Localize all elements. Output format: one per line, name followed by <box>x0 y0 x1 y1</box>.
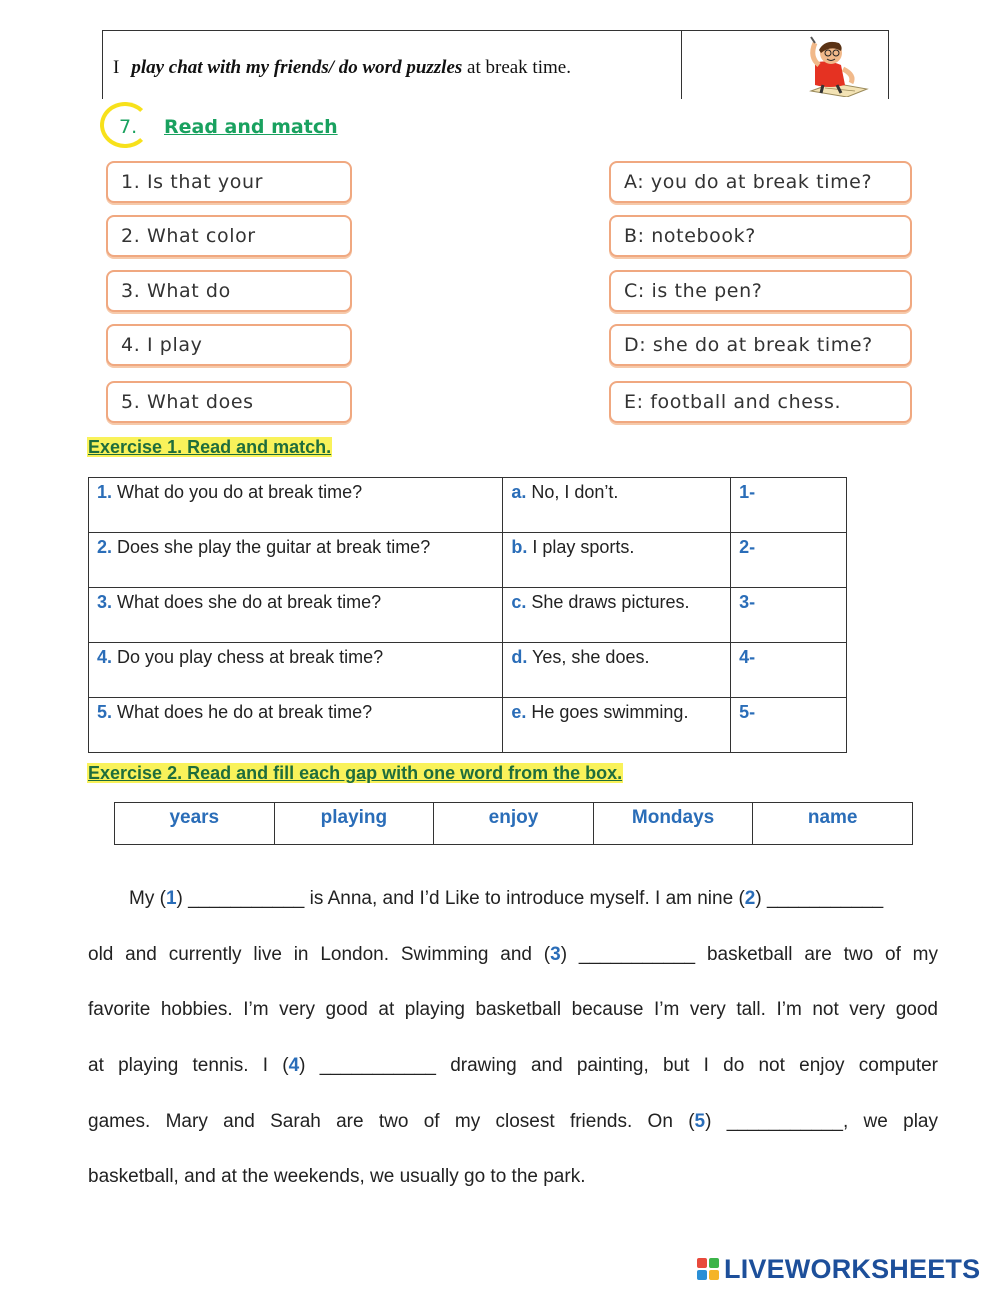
logo-blocks-icon <box>697 1258 719 1280</box>
top-sentence-subject: I <box>113 57 120 78</box>
top-box-divider <box>681 31 682 99</box>
section-title: Read and match <box>164 116 338 138</box>
table-row <box>89 588 847 643</box>
question-text: What does she do at break time? <box>117 592 382 612</box>
match-right-e[interactable]: E: football and chess. <box>609 381 912 423</box>
match-slot[interactable] <box>731 478 847 533</box>
table-row <box>89 643 847 698</box>
gap-2-input[interactable]: ___________ <box>766 888 884 909</box>
liveworksheets-logo <box>697 1252 980 1286</box>
passage-text: at playing tennis. I ( <box>88 1055 289 1076</box>
passage-text: ) <box>560 944 579 965</box>
table-row <box>89 533 847 588</box>
passage-line-6: basketball, and at the weekends, we usually go to the park. <box>88 1166 586 1187</box>
match-left-2[interactable]: 2. What color <box>106 215 352 257</box>
gap-number-5: 5 <box>694 1111 706 1132</box>
answer-cell <box>503 478 731 533</box>
answer-text: I play sports. <box>532 537 635 557</box>
gap-number-4: 4 <box>288 1055 300 1076</box>
passage-text: basketball are two of my <box>695 944 938 965</box>
word-option[interactable]: name <box>753 803 913 845</box>
question-cell <box>89 533 503 588</box>
match-slot[interactable] <box>731 588 847 643</box>
word-box-row <box>115 803 913 845</box>
match-left-4[interactable]: 4. I play <box>106 324 352 366</box>
gap-number-1: 1 <box>165 888 177 909</box>
exercise2-heading-text: Exercise 2. Read and fill each gap with one word from the box. <box>88 763 623 783</box>
answer-text: No, I don’t. <box>531 482 619 502</box>
exercise1-heading <box>87 437 332 458</box>
answer-cell <box>503 588 731 643</box>
top-sentence <box>113 57 571 79</box>
answer-letter: b. <box>511 537 528 557</box>
question-cell <box>89 643 503 698</box>
gap-4-input[interactable]: ___________ <box>319 1055 436 1076</box>
passage-text: , we play <box>842 1111 939 1132</box>
exercise1-heading-text: Exercise 1. Read and match. <box>88 437 332 457</box>
logo-block <box>709 1270 719 1280</box>
passage-text: drawing and painting, but I do not enjoy computer <box>435 1055 938 1076</box>
passage-text: is Anna, and I’d Like to introduce myself. I am nine ( <box>304 888 745 909</box>
top-sentence-box <box>102 30 889 99</box>
passage-line-4 <box>88 1055 938 1077</box>
passage-text: old and currently live in London. Swimming and ( <box>88 944 551 965</box>
gap-3-input[interactable]: ___________ <box>578 944 696 965</box>
passage-line-5 <box>88 1111 938 1133</box>
match-left-3[interactable]: 3. What do <box>106 270 352 312</box>
passage-line-1 <box>129 888 938 910</box>
passage-text: ) <box>176 888 189 909</box>
passage-text: My ( <box>129 888 166 909</box>
logo-block <box>697 1258 707 1268</box>
answer-text: He goes swimming. <box>531 702 689 722</box>
logo-block <box>697 1270 707 1280</box>
exercise1-table <box>88 477 847 753</box>
passage-text: ) <box>755 888 767 909</box>
answer-letter: d. <box>511 647 528 667</box>
answer-text: She draws pictures. <box>531 592 690 612</box>
logo-text: LIVEWORKSHEETS <box>724 1253 981 1284</box>
match-slot[interactable] <box>731 533 847 588</box>
passage-line-2 <box>88 944 938 966</box>
top-sentence-rest: at break time. <box>467 57 571 78</box>
match-slot-label: 2- <box>739 537 756 557</box>
passage-text: games. Mary and Sarah are two of my closest friends. On ( <box>88 1111 695 1132</box>
match-left-5[interactable]: 5. What does <box>106 381 352 423</box>
question-cell <box>89 698 503 753</box>
passage-text: ) <box>705 1111 727 1132</box>
match-right-c[interactable]: C: is the pen? <box>609 270 912 312</box>
answer-cell <box>503 533 731 588</box>
gap-number-2: 2 <box>744 888 756 909</box>
gap-1-input[interactable]: ___________ <box>188 888 305 909</box>
logo-block <box>709 1258 719 1268</box>
question-number: 2. <box>97 537 113 557</box>
table-row <box>89 478 847 533</box>
top-sentence-options: play chat with my friends/ do word puzzles <box>131 57 463 78</box>
question-number: 1. <box>97 482 113 502</box>
question-number: 4. <box>97 647 113 667</box>
match-slot-label: 3- <box>739 592 756 612</box>
word-option[interactable]: years <box>115 803 275 845</box>
question-text: Does she play the guitar at break time? <box>117 537 431 557</box>
answer-letter: e. <box>511 702 527 722</box>
answer-cell <box>503 698 731 753</box>
word-option[interactable]: Mondays <box>593 803 753 845</box>
match-slot-label: 1- <box>739 482 756 502</box>
boy-puzzle-illustration <box>785 33 875 97</box>
question-cell <box>89 588 503 643</box>
question-text: What do you do at break time? <box>117 482 363 502</box>
question-number: 3. <box>97 592 113 612</box>
match-right-b[interactable]: B: notebook? <box>609 215 912 257</box>
match-slot[interactable] <box>731 643 847 698</box>
match-slot[interactable] <box>731 698 847 753</box>
word-option[interactable]: playing <box>274 803 434 845</box>
match-slot-label: 5- <box>739 702 756 722</box>
match-right-a[interactable]: A: you do at break time? <box>609 161 912 203</box>
match-right-d[interactable]: D: she do at break time? <box>609 324 912 366</box>
exercise2-heading <box>87 763 623 784</box>
gap-5-input[interactable]: ___________ <box>726 1111 843 1132</box>
answer-cell <box>503 643 731 698</box>
section-number: 7. <box>119 116 138 138</box>
table-row <box>89 698 847 753</box>
answer-letter: a. <box>511 482 527 502</box>
passage-text: ) <box>299 1055 320 1076</box>
question-text: Do you play chess at break time? <box>117 647 384 667</box>
match-left-1[interactable]: 1. Is that your <box>106 161 352 203</box>
question-cell <box>89 478 503 533</box>
answer-text: Yes, she does. <box>532 647 650 667</box>
word-option[interactable]: enjoy <box>434 803 594 845</box>
question-text: What does he do at break time? <box>117 702 373 722</box>
passage-line-3: favorite hobbies. I’m very good at playing basketball because I’m very tall. I’m not very good <box>88 999 938 1020</box>
question-number: 5. <box>97 702 113 722</box>
answer-letter: c. <box>511 592 527 612</box>
match-slot-label: 4- <box>739 647 756 667</box>
gap-number-3: 3 <box>550 944 561 965</box>
word-box <box>114 802 913 845</box>
